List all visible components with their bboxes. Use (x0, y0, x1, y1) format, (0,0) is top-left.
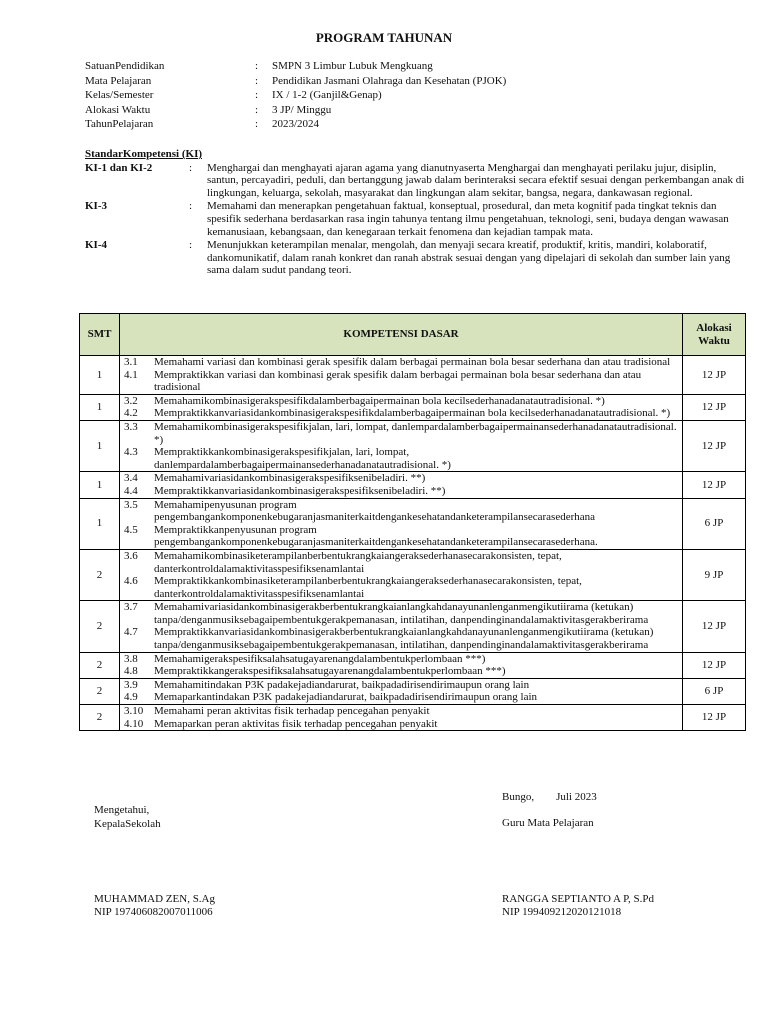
signature-date: Juli 2023 (556, 791, 597, 803)
identity-row-class (85, 88, 506, 103)
smt-cell: 2 (80, 678, 120, 704)
kd-item (124, 691, 678, 704)
kd-text: Memahamikombinasigerakspesifikjalan, lari, lompat, danlempardalamberbagaipermainansederhanadanatautradisional. *) (154, 420, 677, 446)
identity-block (85, 59, 506, 132)
kd-number: 3.6 (124, 549, 138, 562)
kd-item (124, 446, 678, 471)
kd-cell (120, 356, 683, 395)
ki-item (85, 162, 750, 200)
standar-kompetensi (85, 148, 750, 278)
kd-cell (120, 498, 683, 549)
signature-place: Bungo, (502, 791, 535, 803)
kd-number: 4.8 (124, 665, 138, 678)
header-smt: SMT (80, 314, 120, 356)
table-row (80, 356, 746, 395)
alokasi-cell: 12 JP (683, 705, 746, 731)
kd-text: Memahamitindakan P3K padakejadiandarurat, baikpadadirisendirimaupun orang lain (154, 678, 530, 691)
kd-number: 4.4 (124, 484, 138, 497)
identity-label: Kelas/Semester (85, 89, 154, 102)
table-row (80, 420, 746, 471)
kd-cell (120, 601, 683, 652)
identity-value: 2023/2024 (272, 118, 320, 131)
kd-item (124, 550, 678, 575)
signature-right-role: Guru Mata Pelajaran (502, 817, 594, 829)
header-alokasi-waktu: Alokasi Waktu (683, 314, 746, 356)
kd-number: 4.3 (124, 446, 138, 459)
signature-right-block (502, 893, 654, 919)
kd-cell (120, 678, 683, 704)
ki-item (85, 239, 750, 277)
kd-number: 3.8 (124, 652, 138, 665)
kd-item (124, 356, 678, 369)
signature-left-role: KepalaSekolah (94, 818, 161, 830)
kd-item (124, 705, 678, 718)
signature-date-line (502, 791, 597, 803)
identity-label: TahunPelajaran (85, 118, 154, 131)
kd-text: Memahamivariasidankombinasigerakspesifiksenibeladiri. **) (154, 472, 426, 485)
ki-heading: StandarKompetensi (KI) (85, 148, 203, 160)
kd-number: 4.10 (124, 717, 144, 730)
kd-item (124, 485, 678, 498)
signature-right-name: RANGGA SEPTIANTO A P, S.Pd (502, 893, 655, 905)
kd-text: Memaparkan peran aktivitas fisik terhadap pencegahan penyakit (154, 717, 438, 730)
colon: : (255, 103, 259, 116)
kd-text: Mempraktikkangerakspesifiksalahsatugayarenangdalambentukperlombaan ***) (154, 665, 506, 678)
kd-text: Mempraktikkanpenyusunan program pengembangankomponenkebugaranjasmaniterkaitdengankesehatandanketerampilansecarasederhana. (154, 523, 598, 549)
kd-text: Mempraktikkanvariasidankombinasigerakspesifikdalamberbagaipermainan bola kecilsederhanadanatautradisional. *) (154, 407, 671, 420)
table-row (80, 549, 746, 600)
kd-number: 3.3 (124, 420, 138, 433)
header-kompetensi-dasar: KOMPETENSI DASAR (120, 314, 683, 356)
ki-item (85, 200, 750, 238)
identity-row-year (85, 117, 506, 132)
signature-left-name: MUHAMMAD ZEN, S.Ag (94, 893, 216, 905)
kd-cell (120, 549, 683, 600)
alokasi-cell: 12 JP (683, 356, 746, 395)
kompetensi-dasar-table (79, 313, 746, 731)
kd-item (124, 653, 678, 666)
ki-label: KI-4 (85, 239, 107, 252)
kd-item (124, 718, 678, 731)
identity-row-school (85, 59, 506, 74)
alokasi-cell: 12 JP (683, 420, 746, 471)
table-row (80, 472, 746, 498)
kd-item (124, 524, 678, 549)
signature-left-heading (94, 803, 161, 831)
ki-label: KI-1 dan KI-2 (85, 161, 153, 174)
signature-left-block (94, 893, 215, 919)
kd-number: 4.6 (124, 575, 138, 588)
identity-value: 3 JP/ Minggu (272, 103, 332, 116)
kd-text: Mempraktikkanvariasidankombinasigerakspesifiksenibeladiri. **) (154, 484, 446, 497)
kd-text: Memahamipenyusunan program pengembangankomponenkebugaranjasmaniterkaitdengankesehatandanketerampilansecarasederhana (154, 498, 596, 524)
kd-item (124, 369, 678, 394)
ki-text: Memahami dan menerapkan pengetahuan faktual, konseptual, prosedural, dan meta kognitif pada tingkat teknis dan spesifik sederhana berdasarkan rasa ingin tahunya tentang ilmu pengetahuan, teknologi, seni, budaya dengan wawasan kemanusiaan, kebangsaan, dan kenegaraan terkait fenomena dan kejadian tampak mata. (207, 200, 729, 238)
smt-cell: 2 (80, 601, 120, 652)
signature-left-nip: NIP 197406082007011006 (94, 906, 213, 918)
smt-cell: 1 (80, 420, 120, 471)
kd-number: 3.9 (124, 678, 138, 691)
kd-text: Mempraktikkan variasi dan kombinasi gerak spesifik dalam berbagai permainan bola besar sederhana dan atau tradisional (154, 368, 642, 394)
kd-text: Mempraktikkankombinasigerakspesifikjalan, lari, lompat, danlempardalamberbagaipermainansederhanadanatautradisional. *) (154, 446, 451, 471)
alokasi-cell: 12 JP (683, 472, 746, 498)
kd-item (124, 601, 678, 626)
kd-number: 3.1 (124, 356, 138, 368)
kd-number: 3.10 (124, 705, 144, 718)
page-title: PROGRAM TAHUNAN (315, 30, 453, 45)
identity-label: SatuanPendidikan (85, 60, 165, 72)
kd-cell (120, 705, 683, 731)
kd-number: 3.5 (124, 498, 138, 511)
colon: : (255, 60, 259, 72)
kd-text: Memahami peran aktivitas fisik terhadap pencegahan penyakit (154, 705, 430, 718)
kd-item (124, 679, 678, 692)
ki-label: KI-3 (85, 200, 107, 213)
kd-item (124, 665, 678, 678)
kd-number: 4.5 (124, 523, 138, 536)
identity-label: Mata Pelajaran (85, 74, 152, 87)
kd-text: Memaparkantindakan P3K padakejadiandarurat, baikpadadirisendirimaupun orang lain (154, 691, 538, 704)
ki-text: Menunjukkan keterampilan menalar, mengolah, dan menyaji secara kreatif, produktif, kritis, mandiri, kolaboratif, dankomunikatif, dalam ranah konkret dan ranah abstrak sesuai dengan yang dipelajari di sekolah dan sumber lain yang sama dalam sudut pandang teori. (207, 239, 731, 277)
table-row (80, 394, 746, 420)
signature-right-nip: NIP 199409212020121018 (502, 906, 622, 918)
smt-cell: 1 (80, 394, 120, 420)
kd-text: Mempraktikkankombinasiketerampilanberbentukrangkaiangeraksederhanasecarakonsisten, tepat, danterkontroldalamaktivitasspesifiksenamlantai (154, 575, 582, 600)
table-row (80, 498, 746, 549)
table-row (80, 652, 746, 678)
kd-item (124, 407, 678, 420)
kd-number: 4.2 (124, 407, 138, 420)
identity-value: IX / 1-2 (Ganjil&Genap) (272, 89, 382, 102)
kd-cell (120, 472, 683, 498)
alokasi-cell: 12 JP (683, 652, 746, 678)
identity-value: Pendidikan Jasmani Olahraga dan Kesehatan (PJOK) (272, 74, 507, 87)
smt-cell: 1 (80, 498, 120, 549)
table-row (80, 705, 746, 731)
kd-text: Memahamikombinasigerakspesifikdalamberbagaipermainan bola kecilsederhanadanatautradisional. *) (154, 394, 605, 407)
alokasi-cell: 12 JP (683, 394, 746, 420)
kd-text: Memahamigerakspesifiksalahsatugayarenangdalambentukperlombaan ***) (154, 652, 486, 665)
kd-item (124, 472, 678, 485)
kd-text: Memahami variasi dan kombinasi gerak spesifik dalam berbagai permainan bola besar sederhana dan atau tradisional (154, 356, 671, 368)
smt-cell: 2 (80, 705, 120, 731)
kd-item (124, 421, 678, 446)
alokasi-cell: 6 JP (683, 678, 746, 704)
identity-value: SMPN 3 Limbur Lubuk Mengkuang (272, 60, 433, 72)
identity-row-subject (85, 74, 506, 89)
kd-number: 4.1 (124, 368, 138, 381)
kd-cell (120, 420, 683, 471)
kd-number: 3.2 (124, 394, 138, 407)
colon: : (255, 74, 259, 87)
table-row (80, 601, 746, 652)
colon: : (255, 89, 259, 102)
kd-number: 3.4 (124, 472, 138, 485)
kd-text: Memahamivariasidankombinasigerakberbentukrangkaianlangkahdanayunanlenganmengikutiirama (ketukan) tanpa/denganmusiksebagaipembentukgerakpemanasan, intilatihan, danpendinginandalamaktivitasgerakberirama (154, 601, 649, 626)
identity-row-time (85, 103, 506, 118)
smt-cell: 2 (80, 652, 120, 678)
kd-cell (120, 394, 683, 420)
kd-item (124, 395, 678, 408)
kd-item (124, 499, 678, 524)
kd-item (124, 575, 678, 600)
table-header-row (80, 314, 746, 356)
colon: : (189, 161, 193, 174)
colon: : (255, 118, 259, 131)
smt-cell: 2 (80, 549, 120, 600)
kd-number: 4.9 (124, 691, 138, 704)
signature-acknowledge: Mengetahui, (94, 804, 150, 816)
ki-text: Menghargai dan menghayati ajaran agama yang dianutnyaserta Menghargai dan menghayati perilaku jujur, disiplin, santun, percayadiri, peduli, dan bertanggung jawab dalam berinteraksi secara efektif sesuai dengan perkembangan anak di lingkungan, keluarga, sekolah, masyarakat dan lingkungan alam sekitar, bangsa, negara, dankawasan regional. (207, 161, 745, 199)
colon: : (189, 239, 193, 252)
kd-number: 4.7 (124, 626, 138, 639)
alokasi-cell: 9 JP (683, 549, 746, 600)
table-row (80, 678, 746, 704)
kd-item (124, 626, 678, 651)
identity-label: Alokasi Waktu (85, 103, 151, 116)
kd-cell (120, 652, 683, 678)
kd-text: Memahamikombinasiketerampilanberbentukrangkaiangeraksederhanasecarakonsisten, tepat, danterkontroldalamaktivitasspesifiksenamlantai (154, 549, 562, 575)
alokasi-cell: 12 JP (683, 601, 746, 652)
kd-number: 3.7 (124, 601, 138, 614)
colon: : (189, 200, 193, 213)
kd-text: Mempraktikkanvariasidankombinasigerakberbentukrangkaianlangkahdanayunanlenganmengikutiirama (ketukan) tanpa/denganmusiksebagaipembentukgerakpemanasan, intilatihan, danpendinginandalamaktivitasgerakberirama (154, 626, 654, 652)
smt-cell: 1 (80, 356, 120, 395)
alokasi-cell: 6 JP (683, 498, 746, 549)
smt-cell: 1 (80, 472, 120, 498)
